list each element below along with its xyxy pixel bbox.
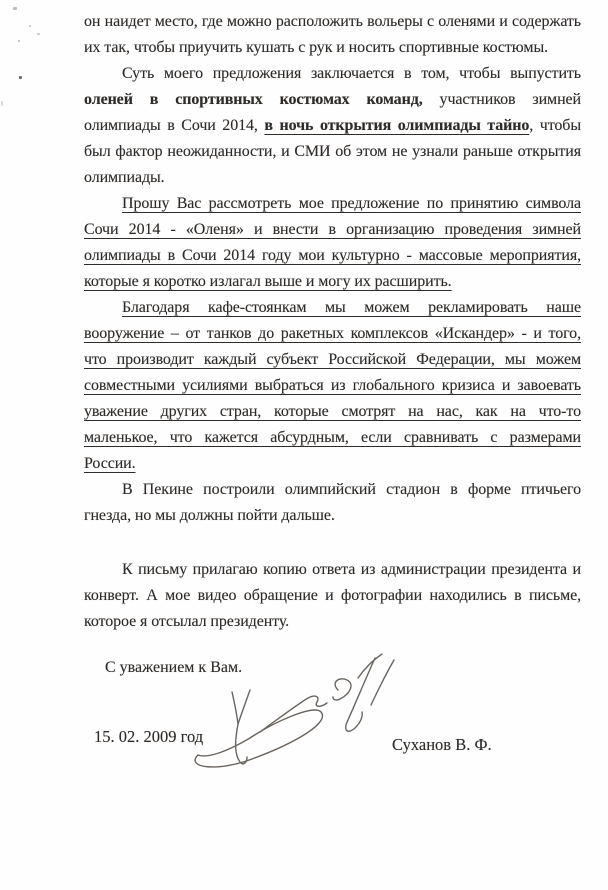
letter-line <box>84 425 581 451</box>
text-segment: маленькое, что кажется абсурдным, если сравнивать с размерами <box>84 429 581 446</box>
text-segment: Благодаря кафе-стоянкам мы можем рекламировать наше <box>122 299 581 316</box>
letter-line <box>84 583 581 609</box>
letter-line <box>84 399 581 425</box>
text-segment: совместными усилиями выбраться из глобального кризиса и завоевать <box>84 377 581 394</box>
letter-line <box>84 347 581 373</box>
signature-row <box>84 681 581 841</box>
letter-line <box>84 477 581 503</box>
text-segment: , чтобы <box>529 117 581 134</box>
letter-line <box>84 87 581 113</box>
closing-salutation: С уважением к Вам. <box>105 659 243 676</box>
letter-body <box>84 9 581 635</box>
scan-speck <box>1 101 3 106</box>
letter-line <box>84 451 581 477</box>
letter-line <box>84 61 581 87</box>
scan-speck <box>37 33 40 35</box>
text-segment: которое я отсылал президенту. <box>84 613 290 630</box>
letter-line <box>84 503 581 529</box>
letter-line <box>84 321 581 347</box>
scan-speck <box>18 40 20 42</box>
text-segment: которые я коротко излагал выше и могу их расширить. <box>84 273 452 290</box>
text-segment: конверт. А мое видео обращение и фотографии находились в письме, <box>84 587 581 604</box>
letter-line <box>84 269 581 295</box>
text-segment: Суть моего предложения заключается в том, чтобы выпустить <box>122 65 581 82</box>
letter-content <box>84 9 581 841</box>
letter-line <box>84 373 581 399</box>
text-segment: олимпиады в Сочи 2014 году мои культурно - массовые мероприятия, <box>84 247 581 264</box>
text-segment: олимпиады в Сочи 2014, <box>84 117 265 134</box>
text-segment: их так, чтобы приучить кушать с рук и носить спортивные костюмы. <box>84 39 548 56</box>
letter-line <box>84 557 581 583</box>
signer-name: Суханов В. Ф. <box>392 735 492 754</box>
letter-line <box>84 165 581 191</box>
text-segment: Прошу Вас рассмотреть мое предложение по принятию символа <box>122 195 581 212</box>
text-segment: в ночь открытия олимпиады тайно <box>264 117 530 134</box>
handwritten-signature-icon <box>190 650 400 772</box>
text-segment: он наидет место, где можно расположить вольеры с оленями и содержать <box>84 13 581 30</box>
text-segment: вооружение – от танков до ракетных комплексов «Искандер» - и того, <box>84 325 581 342</box>
text-segment: К письму прилагаю копию ответа из администрации президента и <box>122 561 581 578</box>
letter-line <box>84 217 581 243</box>
letter-line <box>84 113 581 139</box>
text-segment: олимпиады. <box>84 169 165 186</box>
letter-date: 15. 02. 2009 год <box>94 727 204 746</box>
scan-speck <box>13 7 17 10</box>
letter-line <box>84 139 581 165</box>
letter-line <box>84 191 581 217</box>
text-segment: России. <box>84 455 136 472</box>
letter-line <box>84 609 581 635</box>
letter-line <box>84 243 581 269</box>
text-segment: Сочи 2014 - «Оленя» и внести в организацию проведения зимней <box>84 221 581 238</box>
text-segment: был фактор неожиданности, и СМИ об этом не узнали раньше открытия <box>84 143 581 160</box>
text-segment: что производит каждый субъект Российской Федерации, мы можем <box>84 351 581 368</box>
text-segment: гнезда, но мы должны пойти дальше. <box>84 507 335 524</box>
text-segment: уважение других стран, которые смотрят на нас, как на что-то <box>84 403 581 420</box>
letter-line <box>84 295 581 321</box>
scan-speck <box>29 25 31 27</box>
text-segment: участников зимней <box>422 91 581 108</box>
text-segment: В Пекине построили олимпийский стадион в форме птичьего <box>122 481 581 498</box>
text-segment: оленей в спортивных костюмах команд, <box>84 91 423 108</box>
letter-line <box>84 35 581 61</box>
letter-line <box>84 9 581 35</box>
scan-speck <box>19 76 22 79</box>
